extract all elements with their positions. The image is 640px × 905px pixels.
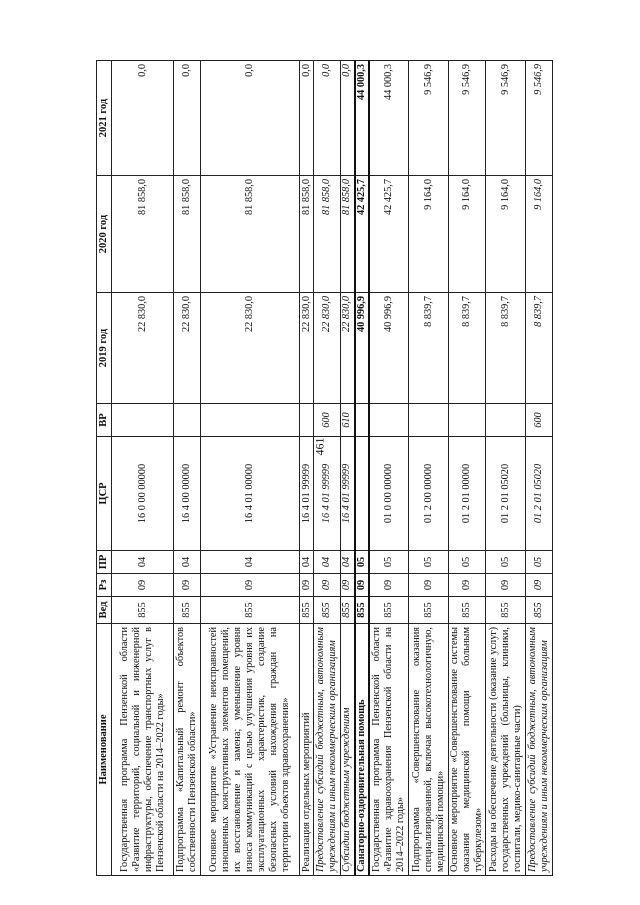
- cell-pr: 04: [112, 551, 174, 574]
- cell-name: Санаторно-оздоровительная помощь: [355, 624, 369, 876]
- cell-pr: 04: [314, 551, 341, 574]
- cell-2020: 9 164,0: [409, 176, 449, 293]
- cell-2019: 22 830,0: [300, 293, 314, 404]
- table-row: [486, 61, 526, 876]
- cell-2021: 0,0: [341, 61, 355, 176]
- cell-csr: 16 4 01 00000: [201, 437, 300, 551]
- header-ved: Вед: [97, 597, 112, 624]
- cell-2021: 0,0: [174, 61, 201, 176]
- cell-csr: 16 4 00 00000: [174, 437, 201, 551]
- cell-vr: [369, 404, 409, 437]
- cell-csr: 01 2 01 05020: [486, 437, 526, 551]
- cell-2020: 81 858,0: [341, 176, 355, 293]
- cell-csr: 01 2 00 00000: [409, 437, 449, 551]
- cell-2021: 9 546,9: [526, 61, 553, 176]
- cell-name: Государственная программа Пензенской области «Развитие территорий, социальной и инженерной инфраструктуры, обеспечение транспортных услуг в Пензенской области на 2014–2022 годы»: [112, 624, 174, 876]
- cell-pr: 04: [341, 551, 355, 574]
- cell-ved: 855: [526, 597, 553, 624]
- table-row: [526, 61, 553, 876]
- cell-rz: 09: [341, 574, 355, 597]
- cell-rz: 09: [355, 574, 369, 597]
- cell-vr: [201, 404, 300, 437]
- cell-2021: 9 546,9: [409, 61, 449, 176]
- cell-ved: 855: [174, 597, 201, 624]
- cell-vr: 600: [314, 404, 341, 437]
- cell-csr: 16 4 01 99999: [314, 437, 341, 551]
- cell-2019: 22 830,0: [314, 293, 341, 404]
- cell-rz: 09: [369, 574, 409, 597]
- cell-pr: 05: [409, 551, 449, 574]
- cell-pr: 05: [526, 551, 553, 574]
- cell-ved: 855: [300, 597, 314, 624]
- cell-pr: 05: [449, 551, 486, 574]
- cell-vr: [355, 404, 369, 437]
- table-body: [112, 61, 553, 876]
- cell-csr: 16 4 01 99999: [341, 437, 355, 551]
- cell-2021: 0,0: [201, 61, 300, 176]
- cell-vr: [300, 404, 314, 437]
- cell-2019: 8 839,7: [526, 293, 553, 404]
- cell-rz: 09: [300, 574, 314, 597]
- cell-ved: 855: [201, 597, 300, 624]
- cell-2020: 81 858,0: [112, 176, 174, 293]
- cell-rz: 09: [449, 574, 486, 597]
- cell-2019: 40 996,9: [369, 293, 409, 404]
- cell-2020: 81 858,0: [314, 176, 341, 293]
- cell-ved: 855: [486, 597, 526, 624]
- cell-rz: 09: [526, 574, 553, 597]
- table-header-row: [97, 61, 112, 876]
- cell-2021: 44 000,3: [369, 61, 409, 176]
- cell-name: Подпрограмма «Совершенствование оказания специализированной, включая высокотехнологичную, медицинской помощи»: [409, 624, 449, 876]
- cell-name: Реализация отдельных мероприятий: [300, 624, 314, 876]
- table-row: [409, 61, 449, 876]
- cell-2020: 42 425,7: [355, 176, 369, 293]
- header-2020: 2020 год: [97, 176, 112, 293]
- cell-csr: 01 0 00 00000: [369, 437, 409, 551]
- cell-rz: 09: [314, 574, 341, 597]
- cell-name: Подпрограмма «Капитальный ремонт объектов собственности Пензенской области»: [174, 624, 201, 876]
- cell-pr: 04: [201, 551, 300, 574]
- cell-rz: 09: [486, 574, 526, 597]
- cell-vr: 610: [341, 404, 355, 437]
- cell-name: Предоставление субсидий бюджетным, автономным учреждениям и иным некоммерческим организациям: [314, 624, 341, 876]
- header-2019: 2019 год: [97, 293, 112, 404]
- cell-2021: 9 546,9: [449, 61, 486, 176]
- table-row: [201, 61, 300, 876]
- table-row: [112, 61, 174, 876]
- cell-2020: 9 164,0: [449, 176, 486, 293]
- cell-ved: 855: [449, 597, 486, 624]
- cell-pr: 05: [369, 551, 409, 574]
- header-csr: ЦСР: [97, 437, 112, 551]
- cell-ved: 855: [112, 597, 174, 624]
- cell-2020: 9 164,0: [526, 176, 553, 293]
- cell-rz: 09: [112, 574, 174, 597]
- cell-ved: 855: [369, 597, 409, 624]
- cell-2019: 8 839,7: [449, 293, 486, 404]
- cell-name: Основное мероприятие «Устранение неисправностей изношенных конструктивных элементов помещений, их восстановление и замена; уменьшение уровня износа коммуникаций с целью улучшения уровня их эксплуатационных характеристик, создание безопасных условий нахождения граждан на территории объектов здравоохранения»: [201, 624, 300, 876]
- table-row: [174, 61, 201, 876]
- cell-2019: 22 830,0: [341, 293, 355, 404]
- cell-ved: 855: [409, 597, 449, 624]
- cell-pr: 05: [355, 551, 369, 574]
- cell-2021: 0,0: [112, 61, 174, 176]
- cell-2019: 8 839,7: [409, 293, 449, 404]
- cell-rz: 09: [201, 574, 300, 597]
- cell-csr: 16 4 01 99999: [300, 437, 314, 551]
- header-2021: 2021 год: [97, 61, 112, 176]
- cell-2021: 0,0: [314, 61, 341, 176]
- table-row: [341, 61, 355, 876]
- cell-pr: 05: [486, 551, 526, 574]
- cell-name: Государственная программа Пензенской области «Развитие здравоохранения Пензенской области на 2014–2022 годы»: [369, 624, 409, 876]
- cell-name: Предоставление субсидий бюджетным, автономным учреждениям и иным некоммерческим организациям: [526, 624, 553, 876]
- header-rz: Рз: [97, 574, 112, 597]
- cell-2019: 8 839,7: [486, 293, 526, 404]
- table-row: [449, 61, 486, 876]
- cell-ved: 855: [314, 597, 341, 624]
- cell-2020: 42 425,7: [369, 176, 409, 293]
- cell-csr: 01 2 01 05020: [526, 437, 553, 551]
- budget-table: [96, 60, 553, 876]
- cell-2020: 81 858,0: [300, 176, 314, 293]
- cell-csr: 16 0 00 00000: [112, 437, 174, 551]
- cell-2019: 40 996,9: [355, 293, 369, 404]
- cell-2021: 44 000,3: [355, 61, 369, 176]
- header-name: Наименование: [97, 624, 112, 876]
- cell-2020: 9 164,0: [486, 176, 526, 293]
- cell-2019: 22 830,0: [112, 293, 174, 404]
- cell-vr: 600: [526, 404, 553, 437]
- cell-2019: 22 830,0: [201, 293, 300, 404]
- table-row: [355, 61, 369, 876]
- cell-csr: 01 2 01 00000: [449, 437, 486, 551]
- cell-name: Субсидии бюджетным учреждениям: [341, 624, 355, 876]
- rotated-table-container: [96, 61, 550, 876]
- cell-2019: 22 830,0: [174, 293, 201, 404]
- cell-csr: [355, 437, 369, 551]
- table-row: [314, 61, 341, 876]
- table-row: [369, 61, 409, 876]
- cell-name: Основное мероприятие «Совершенствование системы оказания медицинской помощи больным туберкулезом»: [449, 624, 486, 876]
- cell-vr: [174, 404, 201, 437]
- header-vr: ВР: [97, 404, 112, 437]
- cell-rz: 09: [174, 574, 201, 597]
- cell-rz: 09: [409, 574, 449, 597]
- cell-2021: 0,0: [300, 61, 314, 176]
- cell-2020: 81 858,0: [174, 176, 201, 293]
- cell-2020: 81 858,0: [201, 176, 300, 293]
- cell-pr: 04: [174, 551, 201, 574]
- cell-name: Расходы на обеспечение деятельности (оказание услуг) государственных учреждений (больницы, клиники, госпитали, медико-санитарные части): [486, 624, 526, 876]
- header-pr: ПР: [97, 551, 112, 574]
- cell-vr: [409, 404, 449, 437]
- table-row: [300, 61, 314, 876]
- cell-vr: [449, 404, 486, 437]
- cell-pr: 04: [300, 551, 314, 574]
- cell-2021: 9 546,9: [486, 61, 526, 176]
- cell-ved: 855: [341, 597, 355, 624]
- page-number: 461: [312, 437, 327, 456]
- cell-vr: [112, 404, 174, 437]
- cell-ved: 855: [355, 597, 369, 624]
- cell-vr: [486, 404, 526, 437]
